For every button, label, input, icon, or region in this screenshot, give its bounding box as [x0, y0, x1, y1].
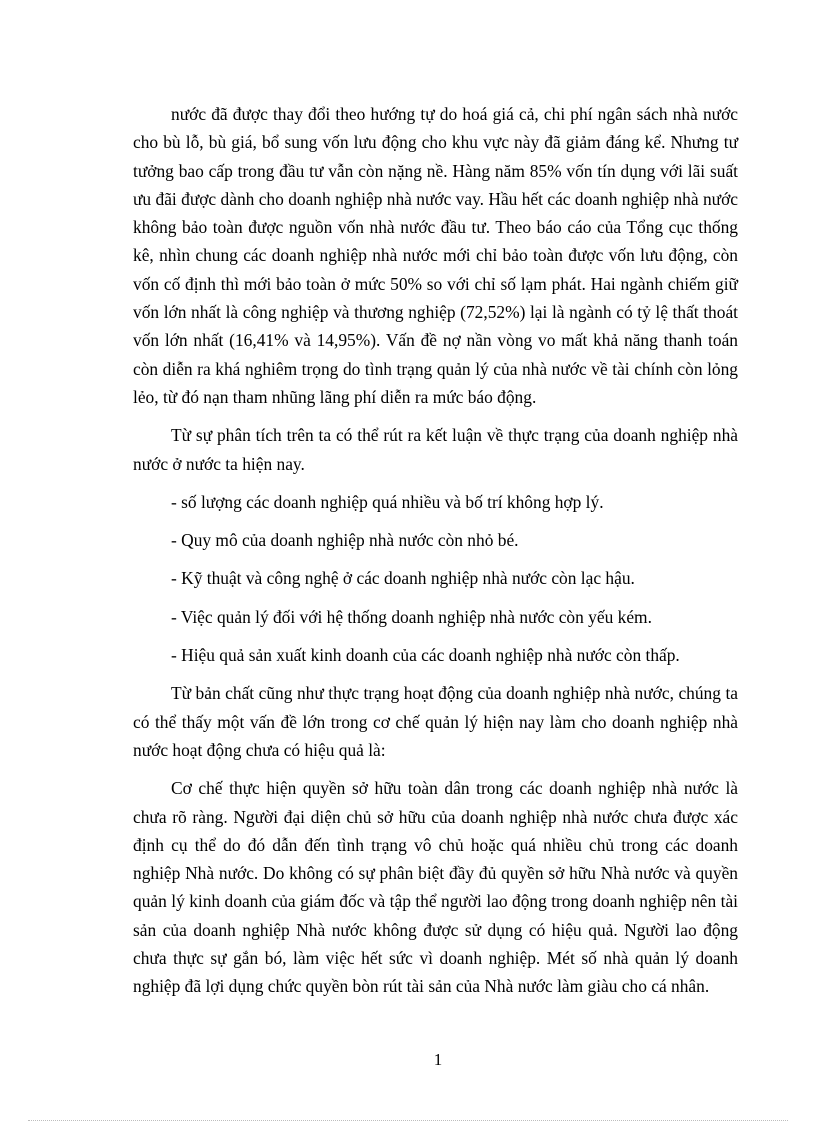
bullet-item-efficiency: - Hiệu quả sản xuất kinh doanh của các doanh nghiệp nhà nước còn thấp. — [171, 645, 680, 666]
page-bottom-divider — [28, 1120, 788, 1121]
bullet-item-quantity: - số lượng các doanh nghiệp quá nhiều và bố trí không hợp lý. — [171, 491, 604, 512]
bullet-item-management: - Việc quản lý đối với hệ thống doanh nghiệp nhà nước còn yếu kém. — [171, 606, 652, 627]
paragraph-conclusion-intro: Từ sự phân tích trên ta có thể rút ra kết luận về thực trạng của doanh nghiệp nhà nước ở nước ta hiện nay. — [133, 425, 738, 474]
page-number: 1 — [433, 1050, 443, 1069]
paragraph-state-capital: nước đã được thay đổi theo hướng tự do hoá giá cả, chi phí ngân sách nhà nước cho bù lỗ, bù giá, bổ sung vốn lưu động cho khu vực này đã giảm đáng kể. Nhưng tư tưởng bao cấp trong đầu tư vẫn còn nặng nề. Hàng năm 85% vốn tín dụng với lãi suất ưu đãi được dành cho doanh nghiệp nhà nước vay. Hầu hết các doanh nghiệp nhà nước không bảo toàn được nguồn vốn nhà nước đầu tư. Theo báo cáo của Tổng cục thống kê, nhìn chung các doanh nghiệp nhà nước mới chỉ bảo toàn được vốn lưu động, còn vốn cố định thì mới bảo toàn ở mức 50% so với chỉ số lạm phát. Hai ngành chiếm giữ vốn lớn nhất là công nghiệp và thương nghiệp (72,52%) lại là ngành có tỷ lệ thất thoát vốn lớn nhất (16,41% và 14,95%). Vấn đề nợ nần vòng vo mất khả năng thanh toán còn diễn ra khá nghiêm trọng do tình trạng quản lý của nhà nước về tài chính còn lỏng lẻo, từ đó nạn tham nhũng lãng phí diễn ra mức báo động. — [133, 104, 738, 407]
bullet-item-scale: - Quy mô của doanh nghiệp nhà nước còn nhỏ bé. — [171, 530, 519, 551]
paragraph-mechanism-problem: Từ bản chất cũng như thực trạng hoạt động của doanh nghiệp nhà nước, chúng ta có thể thấy một vấn đề lớn trong cơ chế quản lý hiện nay làm cho doanh nghiệp nhà nước hoạt động chưa có hiệu quả là: — [133, 683, 738, 760]
paragraph-ownership: Cơ chế thực hiện quyền sở hữu toàn dân trong các doanh nghiệp nhà nước là chưa rõ ràng. Người đại diện chủ sở hữu của doanh nghiệp nhà nước chưa được xác định cụ thể do đó dẫn đến tình trạng vô chủ hoặc quá nhiều chủ trong các doanh nghiệp Nhà nước. Do không có sự phân biệt đầy đủ quyền sở hữu Nhà nước và quyền quản lý kinh doanh của giám đốc và tập thể người lao động trong doanh nghiệp nên tài sản của doanh nghiệp Nhà nước không được sử dụng có hiệu quả. Người lao động chưa thực sự gắn bó, làm việc hết sức vì doanh nghiệp. Mét số nhà quản lý doanh nghiệp đã lợi dụng chức quyền bòn rút tài sản của Nhà nước làm giàu cho cá nhân. — [133, 778, 738, 997]
bullet-item-technology: - Kỹ thuật và công nghệ ở các doanh nghiệp nhà nước còn lạc hậu. — [171, 568, 635, 589]
document-body — [133, 100, 738, 1011]
